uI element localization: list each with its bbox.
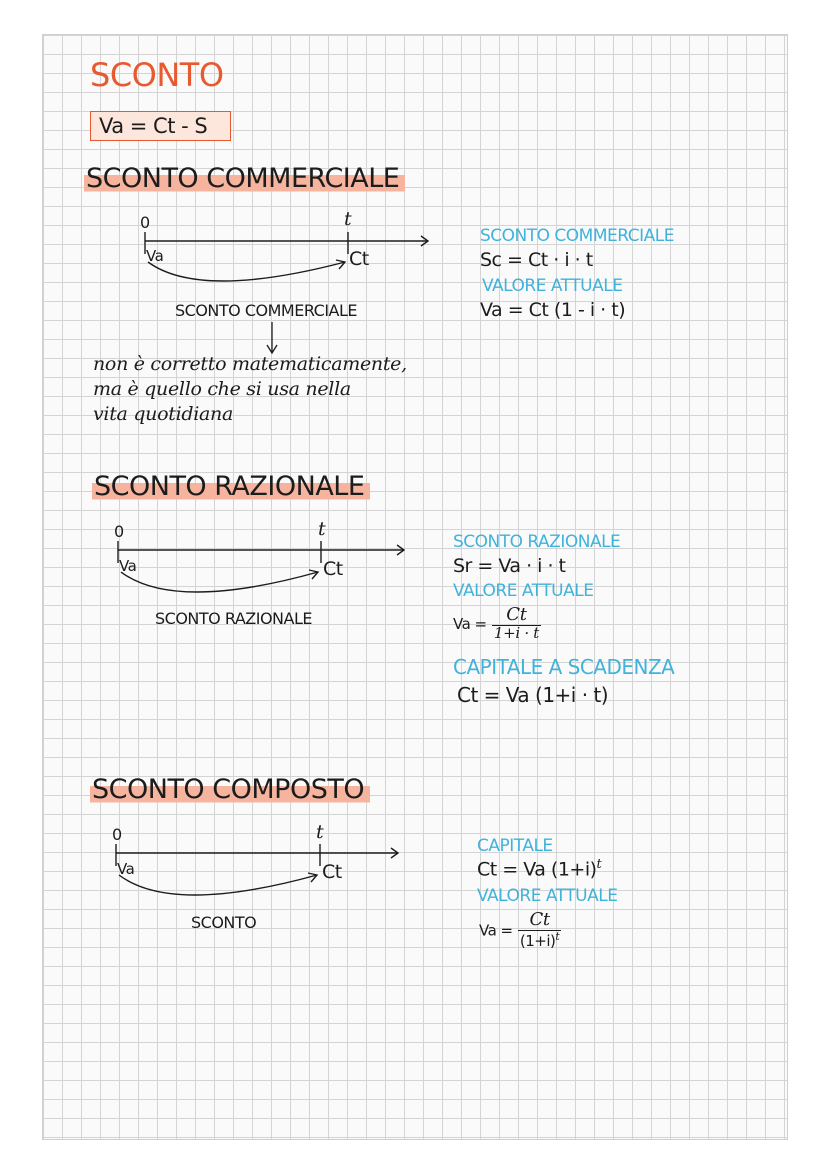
- commerciale-formula1: Sc = Ct · i · t: [480, 249, 593, 271]
- razionale-formula1: Sr = Va · i · t: [453, 555, 566, 577]
- composto-formula1: [477, 857, 601, 880]
- commerciale-axis-end: t: [344, 208, 352, 230]
- denominator-exponent: t: [555, 929, 560, 943]
- composto-right-label: Ct: [322, 861, 342, 883]
- razionale-heading: SCONTO RAZIONALE: [92, 471, 370, 502]
- formula-exponent: t: [596, 857, 602, 872]
- commerciale-heading: SCONTO COMMERCIALE: [84, 163, 405, 194]
- composto-arc-caption: SCONTO: [191, 913, 257, 932]
- composto-formula2: [479, 911, 561, 950]
- note-line: non è corretto matematicamente,: [93, 353, 407, 375]
- composto-axis-end: t: [316, 821, 324, 843]
- razionale-arc-caption: SCONTO RAZIONALE: [155, 609, 312, 628]
- fraction-denominator: 1+i · t: [493, 623, 540, 642]
- fraction-denominator: [518, 931, 562, 950]
- fraction-numerator: Ct: [492, 606, 541, 626]
- commerciale-label2: VALORE ATTUALE: [482, 276, 623, 296]
- razionale-left-label: Va: [119, 557, 137, 575]
- composto-axis-start: 0: [112, 825, 122, 844]
- commerciale-label1: SCONTO COMMERCIALE: [480, 226, 674, 246]
- commerciale-left-label: Va: [146, 247, 164, 265]
- formula-base: Ct = Va (1+i): [477, 858, 597, 881]
- main-formula: Va = Ct - S: [90, 111, 231, 141]
- note-line: vita quotidiana: [93, 403, 233, 425]
- composto-label2: VALORE ATTUALE: [477, 886, 618, 906]
- composto-heading: SCONTO COMPOSTO: [90, 774, 370, 805]
- razionale-label2: VALORE ATTUALE: [453, 581, 594, 601]
- page-title: SCONTO: [90, 56, 224, 94]
- fraction: [518, 911, 562, 950]
- composto-label1: CAPITALE: [477, 836, 553, 856]
- note-line: ma è quello che si usa nella: [93, 378, 351, 400]
- razionale-axis-end: t: [318, 518, 326, 540]
- commerciale-right-label: Ct: [349, 248, 369, 270]
- razionale-label1: SCONTO RAZIONALE: [453, 532, 621, 552]
- formula-lhs: Va =: [479, 921, 513, 940]
- formula-lhs: Va =: [453, 614, 487, 633]
- commerciale-formula2: Va = Ct (1 - i · t): [480, 299, 626, 321]
- commerciale-arc-caption: SCONTO COMMERCIALE: [175, 301, 358, 320]
- razionale-right-label: Ct: [323, 558, 343, 580]
- fraction-numerator: Ct: [518, 911, 562, 931]
- razionale-label3: CAPITALE A SCADENZA: [453, 655, 675, 679]
- denominator-base: (1+i): [519, 931, 556, 950]
- razionale-axis-start: 0: [114, 522, 124, 541]
- composto-left-label: Va: [117, 860, 135, 878]
- commerciale-axis-start: 0: [140, 213, 150, 232]
- razionale-formula3: Ct = Va (1+i · t): [457, 683, 609, 707]
